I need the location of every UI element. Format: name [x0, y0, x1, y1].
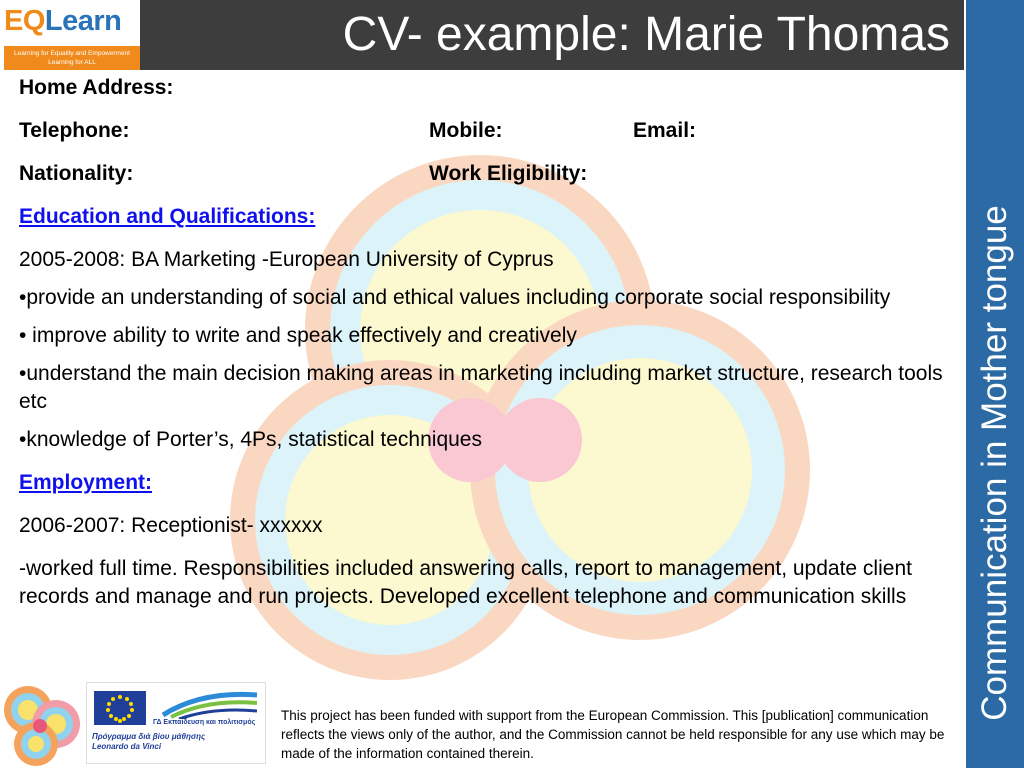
home-address-row [19, 74, 949, 102]
education-entry: 2005-2008: BA Marketing -European University of Cyprus [19, 248, 554, 271]
side-bar [966, 0, 1024, 768]
logo-tagline-line-2: Learning for ALL [48, 59, 96, 66]
education-bullet: • improve ability to write and speak effectively and creatively [19, 324, 577, 347]
leonardo-swoosh-icon [161, 689, 259, 719]
eu-flag-icon [94, 691, 146, 725]
work-eligibility-label: Work Eligibility: [429, 162, 588, 185]
employment-entry: 2006-2007: Receptionist- xxxxxx [19, 514, 323, 537]
employment-description: -worked full time. Responsibilities included answering calls, report to management, update client records and manage and run projects. Developed excellent telephone and communication skills [19, 557, 912, 608]
email-label: Email: [633, 119, 697, 142]
education-bullet: •knowledge of Porter’s, 4Ps, statistical techniques [19, 428, 482, 451]
eu-programme-label: Πρόγραμμα διά βίου μάθησης [92, 732, 206, 741]
eu-dg-label: ΓΔ Εκπαίδευση και πολιτισμός [153, 719, 256, 726]
nationality-row [19, 160, 949, 188]
eu-programme-logo [86, 682, 266, 764]
eu-leonardo-label: Leonardo da Vinci [92, 742, 162, 751]
telephone-label: Telephone: [19, 119, 130, 142]
eqlearn-logo [0, 0, 140, 70]
education-bullet: •understand the main decision making areas in marketing including market structure, research tools etc [19, 362, 943, 413]
employment-heading-link[interactable]: Employment: [19, 471, 153, 494]
side-bar-text: Communication in Mother tongue [975, 205, 1014, 721]
logo-tagline-line-1: Learning for Equality and Empowerment [14, 50, 130, 57]
logo-eq-text: EQ [4, 5, 45, 37]
logo-tagline [4, 46, 140, 70]
nationality-label: Nationality: [19, 162, 134, 185]
home-address-label: Home Address: [19, 76, 174, 99]
mobile-label: Mobile: [429, 119, 503, 142]
title-bar [140, 0, 964, 70]
slide-title: CV- example: Marie Thomas [342, 8, 950, 61]
cv-content [19, 74, 949, 611]
funding-disclaimer: This project has been funded with support from the European Commission. This [publication] communication reflects the views only of the author, and the Commission cannot be held responsible for any use which may be made of the information contained therein. [281, 708, 945, 761]
education-bullet: •provide an understanding of social and ethical values including corporate social responsibility [19, 286, 891, 309]
education-heading-link[interactable]: Education and Qualifications: [19, 205, 316, 228]
logo-learn-text: Learn [44, 5, 122, 37]
telephone-row [19, 117, 949, 145]
